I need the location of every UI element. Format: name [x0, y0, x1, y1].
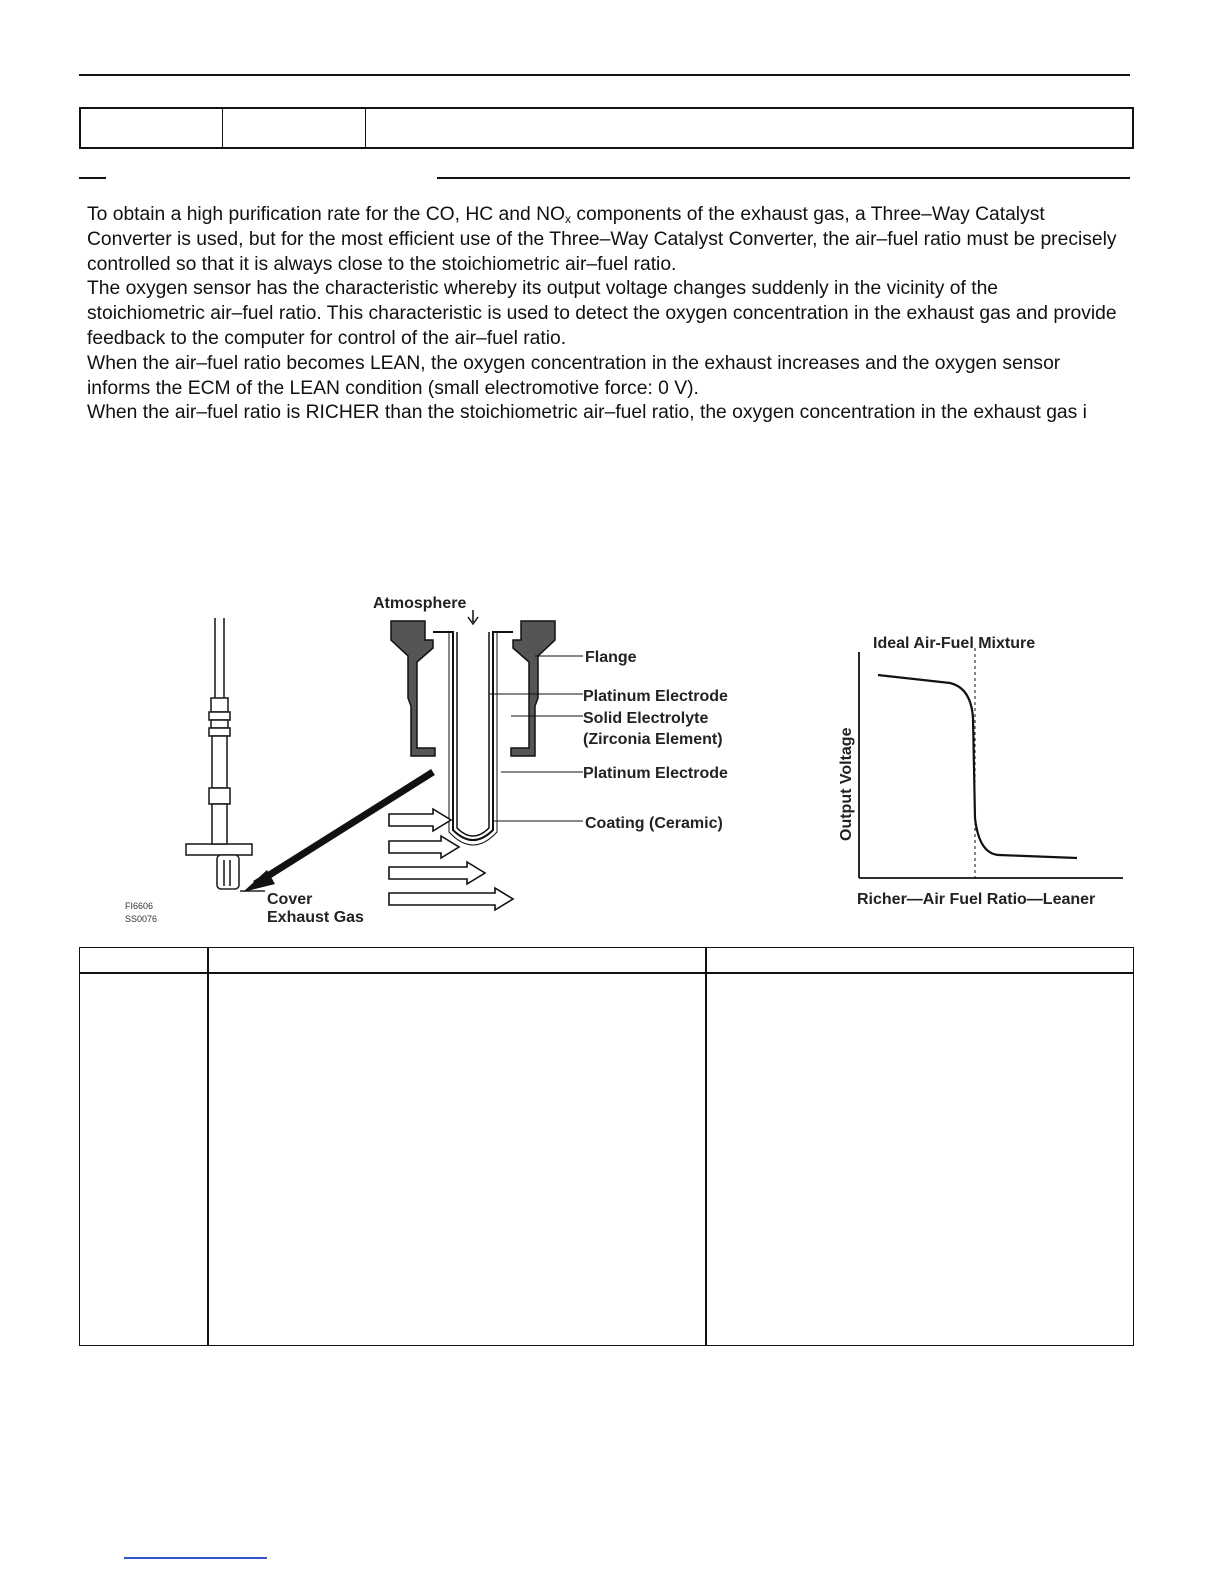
header-table	[79, 107, 1134, 149]
paragraph-1-start: To obtain a high purification rate for the CO, HC and NO	[87, 204, 565, 225]
label-flange: Flange	[585, 649, 637, 666]
paragraph-4: When the air–fuel ratio is RICHER than the stoichiometric air–fuel ratio, the oxygen concentration in the exhaust gas i	[87, 402, 1087, 424]
sensor-probe-illustration	[186, 618, 265, 891]
exhaust-flow-arrows	[389, 809, 513, 910]
label-solid-electrolyte: Solid Electrolyte	[583, 710, 709, 727]
output-voltage-graph	[838, 635, 1123, 908]
paragraph-2: The oxygen sensor has the characteristic whereby its output voltage changes suddenly in the vicinity of the stoichiometric air–fuel ratio. This characteristic is used to detect the oxygen concentration in the exhaust gas and provide feedback to the computer for control of the air–fuel ratio.	[87, 278, 1117, 349]
top-rule	[79, 74, 1130, 76]
oxygen-sensor-figure	[115, 588, 1135, 930]
table-header-rule	[80, 972, 1133, 974]
graph-title: Ideal Air-Fuel Mixture	[873, 635, 1036, 652]
graph-x-label: Richer—Air Fuel Ratio—Leaner	[857, 891, 1096, 908]
label-atmosphere: Atmosphere	[373, 595, 467, 612]
section-rule-right	[437, 177, 1130, 179]
graph-voltage-curve	[878, 675, 1077, 858]
label-cover: Cover	[267, 891, 313, 908]
table-column-divider-1	[207, 948, 209, 1345]
graph-y-label: Output Voltage	[838, 727, 855, 841]
figure-code-2: SS0076	[125, 914, 158, 924]
label-coating: Coating (Ceramic)	[585, 815, 723, 832]
section-rule-left	[79, 177, 106, 179]
nox-subscript: x	[565, 212, 571, 226]
sensor-cross-section	[391, 610, 555, 845]
paragraph-1	[87, 203, 1117, 277]
paragraph-1-end: components of the exhaust gas, a Three–Way Catalyst Converter is used, but for the most efficient use of the Three–Way Catalyst Converter, the air–fuel ratio must be precisely controlled so that it is always close to the stoichiometric air–fuel ratio.	[87, 204, 1117, 275]
empty-info-table	[79, 947, 1134, 1346]
label-platinum-electrode-2: Platinum Electrode	[583, 765, 728, 782]
paragraph-3: When the air–fuel ratio becomes LEAN, the oxygen concentration in the exhaust increases and the oxygen sensor informs the ECM of the LEAN condition (small electromotive force: 0 V).	[87, 352, 1061, 399]
footer-link-underline[interactable]	[124, 1557, 267, 1559]
header-cell-1	[81, 109, 223, 147]
description-text	[87, 203, 1117, 426]
header-cell-2	[222, 109, 366, 147]
label-platinum-electrode-1: Platinum Electrode	[583, 688, 728, 705]
figure-code-1: FI6606	[125, 901, 154, 911]
label-zirconia-element: (Zirconia Element)	[583, 731, 723, 748]
label-exhaust-gas: Exhaust Gas	[267, 909, 364, 926]
table-column-divider-2	[705, 948, 707, 1345]
